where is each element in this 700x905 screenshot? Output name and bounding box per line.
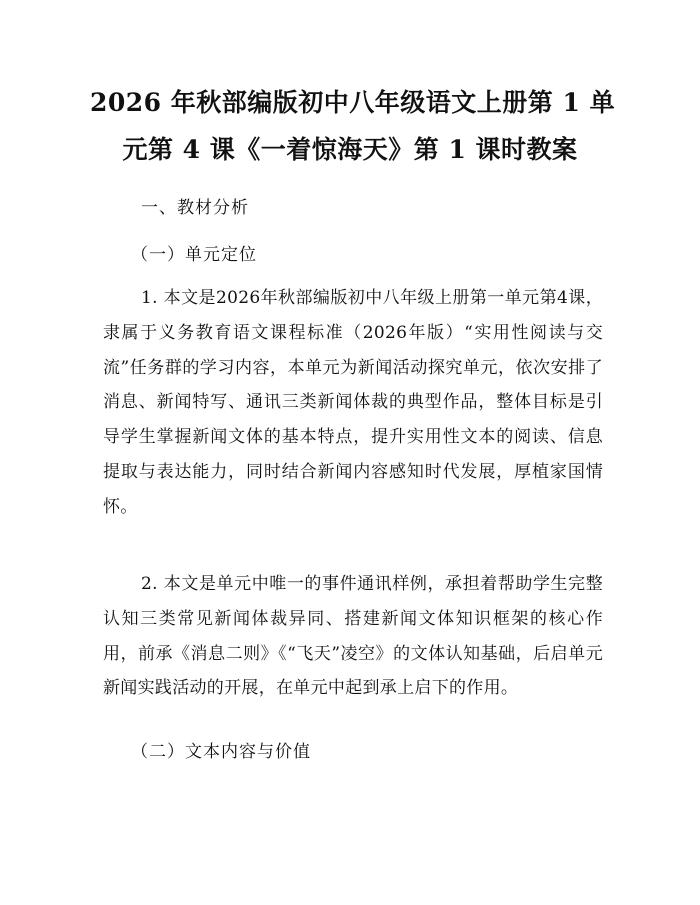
- paragraph-1: 1. 本文是2026年秋部编版初中八年级上册第一单元第4课，隶属于义务教育语文课程标准（2026年版）“实用性阅读与交流”任务群的学习内容，本单元为新闻活动探究单元，依次安排了消息、新闻特写、通讯三类新闻体裁的典型作品，整体目标是引导学生掌握新闻文体的基本特点，提升实用性文本的阅读、信息提取与表达能力，同时结合新闻内容感知时代发展，厚植家国情怀。: [103, 288, 603, 517]
- paragraph-2: 2. 本文是单元中唯一的事件通讯样例，承担着帮助学生完整认知三类常见新闻体裁异同、搭建新闻文体知识框架的核心作用，前承《消息二则》《“飞天”凌空》的文体认知基础，后启单元新闻实践活动的开展，在单元中起到承上启下的作用。: [103, 574, 603, 699]
- subsection-heading-content-value: （二）文本内容与价值: [131, 742, 311, 762]
- subsection-heading-unit-position: （一）单元定位: [131, 245, 257, 265]
- section-heading-textbook-analysis: 一、教材分析: [141, 198, 249, 218]
- document-title-line-1: 2026 年秋部编版初中八年级语文上册第 1 单: [90, 88, 616, 117]
- document-title-line-2: 元第 4 课《一着惊海天》第 1 课时教案: [122, 135, 578, 164]
